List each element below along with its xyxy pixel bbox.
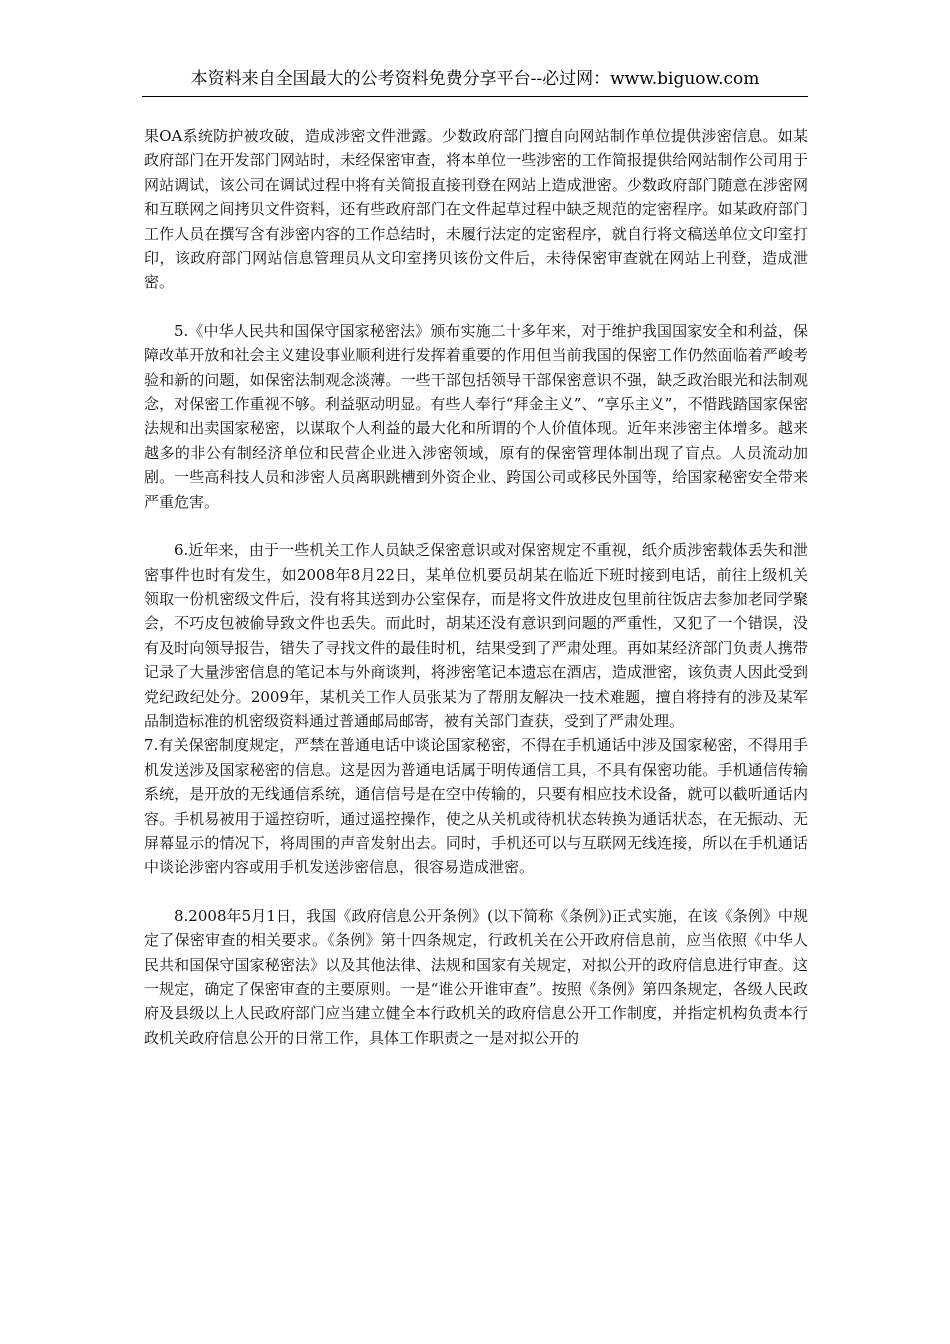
paragraph-gap	[144, 514, 808, 538]
paragraph-gap	[144, 880, 808, 904]
document-body	[144, 124, 808, 1050]
paragraph-6: 6.近年来，由于一些机关工作人员缺乏保密意识或对保密规定不重视，纸介质涉密载体丢失和泄密事件也时有发生，如2008年8月22日，某单位机要员胡某在临近下班时接到电话，前往上级机关领取一份机密级文件后，没有将其送到办公室保存，而是将文件放进皮包里前往饭店去参加老同学聚会，不巧皮包被偷导致文件也丢失。而此时，胡某还没有意识到问题的严重性，又犯了一个错误，没有及时向领导报告，错失了寻找文件的最佳时机，结果受到了严肃处理。再如某经济部门负责人携带记录了大量涉密信息的笔记本与外商谈判，将涉密笔记本遗忘在酒店，造成泄密，该负责人因此受到党纪政纪处分。2009年，某机关工作人员张某为了帮朋友解决一技术难题，擅自将持有的涉及某军品制造标准的机密级资料通过普通邮局邮寄，被有关部门查获，受到了严肃处理。	[144, 541, 808, 730]
page-header: 本资料来自全国最大的公考资料免费分享平台--必过网：www.biguow.com	[142, 66, 808, 97]
paragraph-gap	[144, 295, 808, 319]
paragraph-continued: 果OA系统防护被攻破，造成涉密文件泄露。少数政府部门擅自向网站制作单位提供涉密信息。如某政府部门在开发部门网站时，未经保密审查，将本单位一些涉密的工作简报提供给网站制作公司用于网站调试，该公司在调试过程中将有关简报直接刊登在网站上造成泄密。少数政府部门随意在涉密网和互联网之间拷贝文件资料，还有些政府部门在文件起草过程中缺乏规范的定密程序。如某政府部门工作人员在撰写含有涉密内容的工作总结时，未履行法定的定密程序，就自行将文稿送单位文印室打印，该政府部门网站信息管理员从文印室拷贝该份文件后，未待保密审查就在网站上刊登，造成泄密。	[144, 127, 808, 292]
paragraph-8: 8.2008年5月1日，我国《政府信息公开条例》(以下简称《条例》)正式实施，在该《条例》中规定了保密审查的相关要求。《条例》第十四条规定，行政机关在公开政府信息前，应当依照《中华人民共和国保守国家秘密法》以及其他法律、法规和国家有关规定，对拟公开的政府信息进行审查。这一规定，确定了保密审查的主要原则。一是“谁公开谁审查”。按照《条例》第四条规定，各级人民政府及县级以上人民政府部门应当建立健全本行政机关的政府信息公开工作制度，并指定机构负责本行政机关政府信息公开的日常工作，具体工作职责之一是对拟公开的	[144, 906, 808, 1047]
paragraph-5: 5.《中华人民共和国保守国家秘密法》颁布实施二十多年来，对于维护我国国家安全和利益，保障改革开放和社会主义建设事业顺利进行发挥着重要的作用但当前我国的保密工作仍然面临着严峻考验和新的问题，如保密法制观念淡薄。一些干部包括领导干部保密意识不强，缺乏政治眼光和法制观念，对保密工作重视不够。利益驱动明显。有些人奉行“拜金主义”、“享乐主义”，不惜践踏国家保密法规和出卖国家秘密，以谋取个人利益的最大化和所谓的个人价值体现。近年来涉密主体增多。越来越多的非公有制经济单位和民营企业进入涉密领域，原有的保密管理体制出现了盲点。人员流动加剧。一些高科技人员和涉密人员离职跳槽到外资企业、跨国公司或移民外国等，给国家秘密安全带来严重危害。	[144, 321, 808, 511]
paragraph-7: 7.有关保密制度规定，严禁在普通电话中谈论国家秘密，不得在手机通话中涉及国家秘密，不得用手机发送涉及国家秘密的信息。这是因为普通电话属于明传通信工具，不具有保密功能。手机通信传输系统，是开放的无线通信系统，通信信号是在空中传输的，只要有相应技术设备，就可以截听通话内容。手机易被用于遥控窃听，通过遥控操作，使之从关机或待机状态转换为通话状态，在无振动、无屏幕显示的情况下，将周围的声音发射出去。同时，手机还可以与互联网无线连接，所以在手机通话中谈论涉密内容或用手机发送涉密信息，很容易造成泄密。	[144, 736, 808, 877]
